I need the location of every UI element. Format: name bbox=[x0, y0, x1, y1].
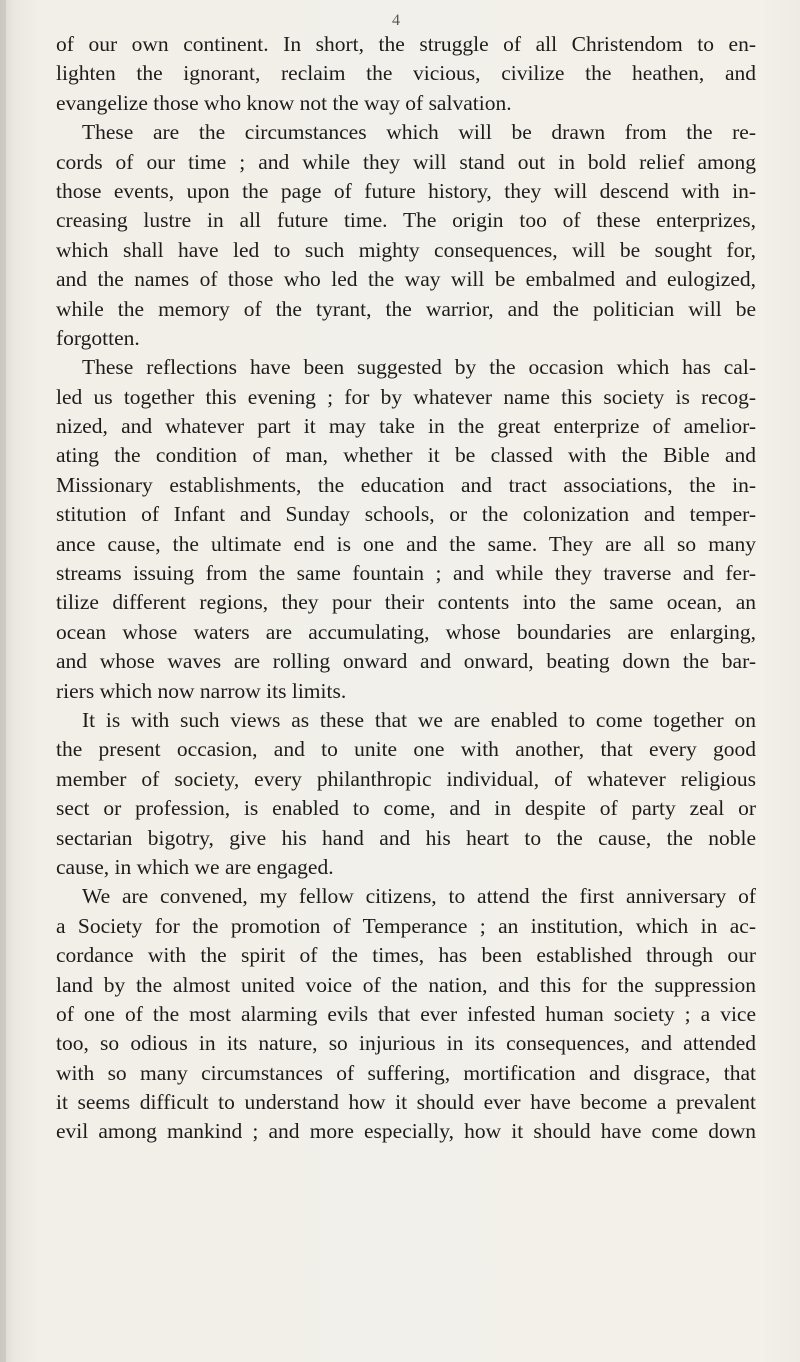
text-line: evil among mankind ; and more especially, how it should have come down bbox=[56, 1119, 756, 1144]
text-line: creasing lustre in all future time. The origin too of these enterprizes, bbox=[56, 208, 756, 233]
text-line: with so many circumstances of suffering, mortification and disgrace, that bbox=[56, 1060, 756, 1085]
text-line: while the memory of the tyrant, the warrior, and the politician will be bbox=[56, 296, 756, 321]
text-line: which shall have led to such mighty consequences, will be sought for, bbox=[56, 237, 756, 262]
text-line: We are convened, my fellow citizens, to attend the first anniversary of bbox=[82, 884, 756, 909]
text-line: sect or profession, is enabled to come, and in despite of party zeal or bbox=[56, 796, 756, 821]
text-line: riers which now narrow its limits. bbox=[56, 678, 347, 703]
text-line: the present occasion, and to unite one with another, that every good bbox=[56, 737, 756, 762]
text-line: of one of the most alarming evils that ever infested human society ; a vice bbox=[56, 1001, 756, 1026]
text-line: land by the almost united voice of the nation, and this for the suppression bbox=[56, 972, 756, 997]
text-line: and the names of those who led the way will be embalmed and eulogized, bbox=[56, 267, 756, 292]
text-line: lighten the ignorant, reclaim the vicious, civilize the heathen, and bbox=[56, 61, 756, 86]
text-line: ance cause, the ultimate end is one and the same. They are all so many bbox=[56, 531, 756, 556]
text-line: forgotten. bbox=[56, 325, 140, 350]
text-line: it seems difficult to understand how it should ever have become a prevalent bbox=[56, 1090, 756, 1115]
text-line: too, so odious in its nature, so injurious in its consequences, and attended bbox=[56, 1031, 756, 1056]
text-line: ocean whose waters are accumulating, whose boundaries are enlarging, bbox=[56, 619, 756, 644]
text-line: and whose waves are rolling onward and onward, beating down the bar- bbox=[56, 649, 756, 674]
text-line: a Society for the promotion of Temperance ; an institution, which in ac- bbox=[56, 913, 756, 938]
text-line: stitution of Infant and Sunday schools, or the colonization and temper- bbox=[56, 502, 756, 527]
text-line: cordance with the spirit of the times, has been established through our bbox=[56, 943, 756, 968]
text-line: streams issuing from the same fountain ; and while they traverse and fer- bbox=[56, 561, 756, 586]
text-line: Missionary establishments, the education and tract associations, the in- bbox=[56, 472, 756, 497]
text-line: evangelize those who know not the way of salvation. bbox=[56, 90, 512, 115]
text-line: cords of our time ; and while they will stand out in bold relief among bbox=[56, 149, 756, 174]
page-number: 4 bbox=[392, 12, 400, 29]
text-line: tilize different regions, they pour their contents into the same ocean, an bbox=[56, 590, 756, 615]
body-text bbox=[56, 30, 756, 1147]
text-line: member of society, every philanthropic individual, of whatever religious bbox=[56, 766, 756, 791]
text-line: nized, and whatever part it may take in the great enterprize of amelior- bbox=[56, 414, 756, 439]
text-line: ating the condition of man, whether it be classed with the Bible and bbox=[56, 443, 756, 468]
text-line: These are the circumstances which will be drawn from the re- bbox=[82, 120, 756, 145]
text-line: These reflections have been suggested by the occasion which has cal- bbox=[82, 355, 756, 380]
text-line: cause, in which we are engaged. bbox=[56, 854, 334, 879]
text-line: sectarian bigotry, give his hand and his heart to the cause, the noble bbox=[56, 825, 756, 850]
text-line: led us together this evening ; for by whatever name this society is recog- bbox=[56, 384, 756, 409]
text-line: those events, upon the page of future history, they will descend with in- bbox=[56, 178, 756, 203]
text-line: It is with such views as these that we are enabled to come together on bbox=[82, 707, 756, 732]
page-gutter-shadow bbox=[0, 0, 6, 1362]
text-line: of our own continent. In short, the struggle of all Christendom to en- bbox=[56, 32, 756, 56]
